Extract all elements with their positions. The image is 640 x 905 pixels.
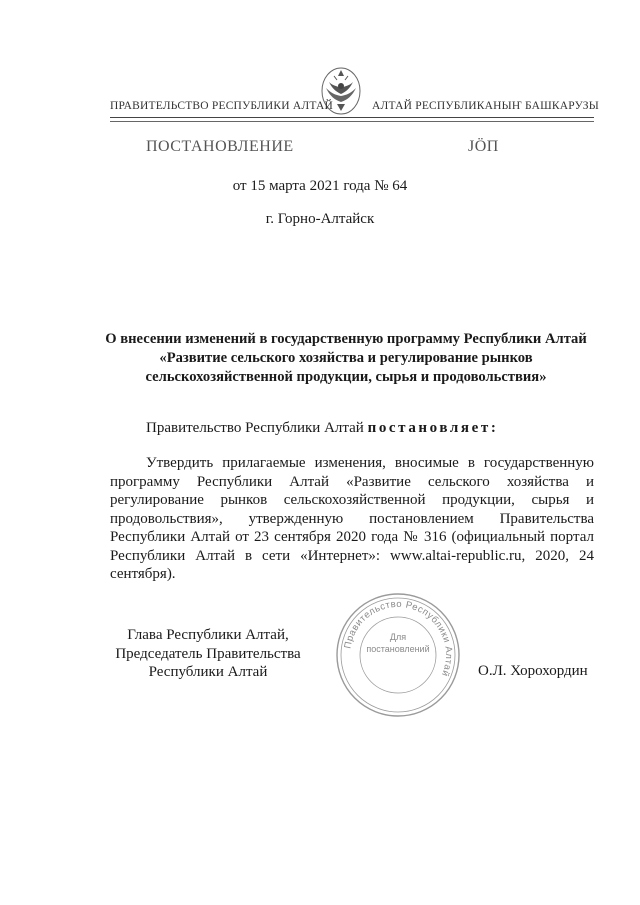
official-stamp [333, 590, 463, 720]
decree-line [146, 420, 498, 437]
document-title: О внесении изменений в государственную программу Республики Алтай «Развитие сельского хозяйства и регулирование рынков сельскохозяйственной продукции, сырья и продовольствия» [105, 331, 587, 385]
signatory-line-3: Республики Алтай [148, 664, 268, 680]
org-name-altai: АЛТАЙ РЕСПУБЛИКАНЫҤ БАШКАРУЗЫ [372, 100, 599, 112]
decree-prefix: Правительство Республики Алтай [146, 420, 368, 436]
stamp-center-line-2: постановлений [366, 644, 430, 654]
header-rule-thick [110, 117, 594, 118]
signatory-line-1: Глава Республики Алтай, [127, 627, 289, 643]
document-date: от 15 марта 2021 года № 64 [232, 178, 408, 194]
signatory-title [108, 626, 308, 682]
signatory-line-2: Председатель Правительства [115, 645, 301, 662]
org-name-russian: ПРАВИТЕЛЬСТВО РЕСПУБЛИКИ АЛТАЙ [110, 100, 334, 112]
header-rule-thin [110, 121, 594, 122]
decree-verb: постановляет: [367, 420, 499, 436]
body-paragraph: Утвердить прилагаемые изменения, вносимые в государственную программу Республики Алтай «Развитие сельского хозяйства и регулирование рынков сельскохозяйственной продукции, сырья и продовольствия», утвержденную постановлением Правительства Республики Алтай от 23 сентября 2020 года № 316 (официальный портал Республики Алтай в сети «Интернет»: www.altai-republic.ru, 2020, 24 сентября). [110, 455, 594, 582]
svg-text:Правительство Республики Алтай: Правительство Республики Алтай [342, 598, 455, 679]
doc-type-altai: JÖП [468, 138, 499, 155]
document-city: г. Горно-Алтайск [265, 211, 375, 227]
doc-type-russian: ПОСТАНОВЛЕНИЕ [146, 138, 294, 155]
signatory-name: О.Л. Хорохордин [478, 663, 588, 679]
stamp-center-line-1: Для [389, 632, 407, 642]
